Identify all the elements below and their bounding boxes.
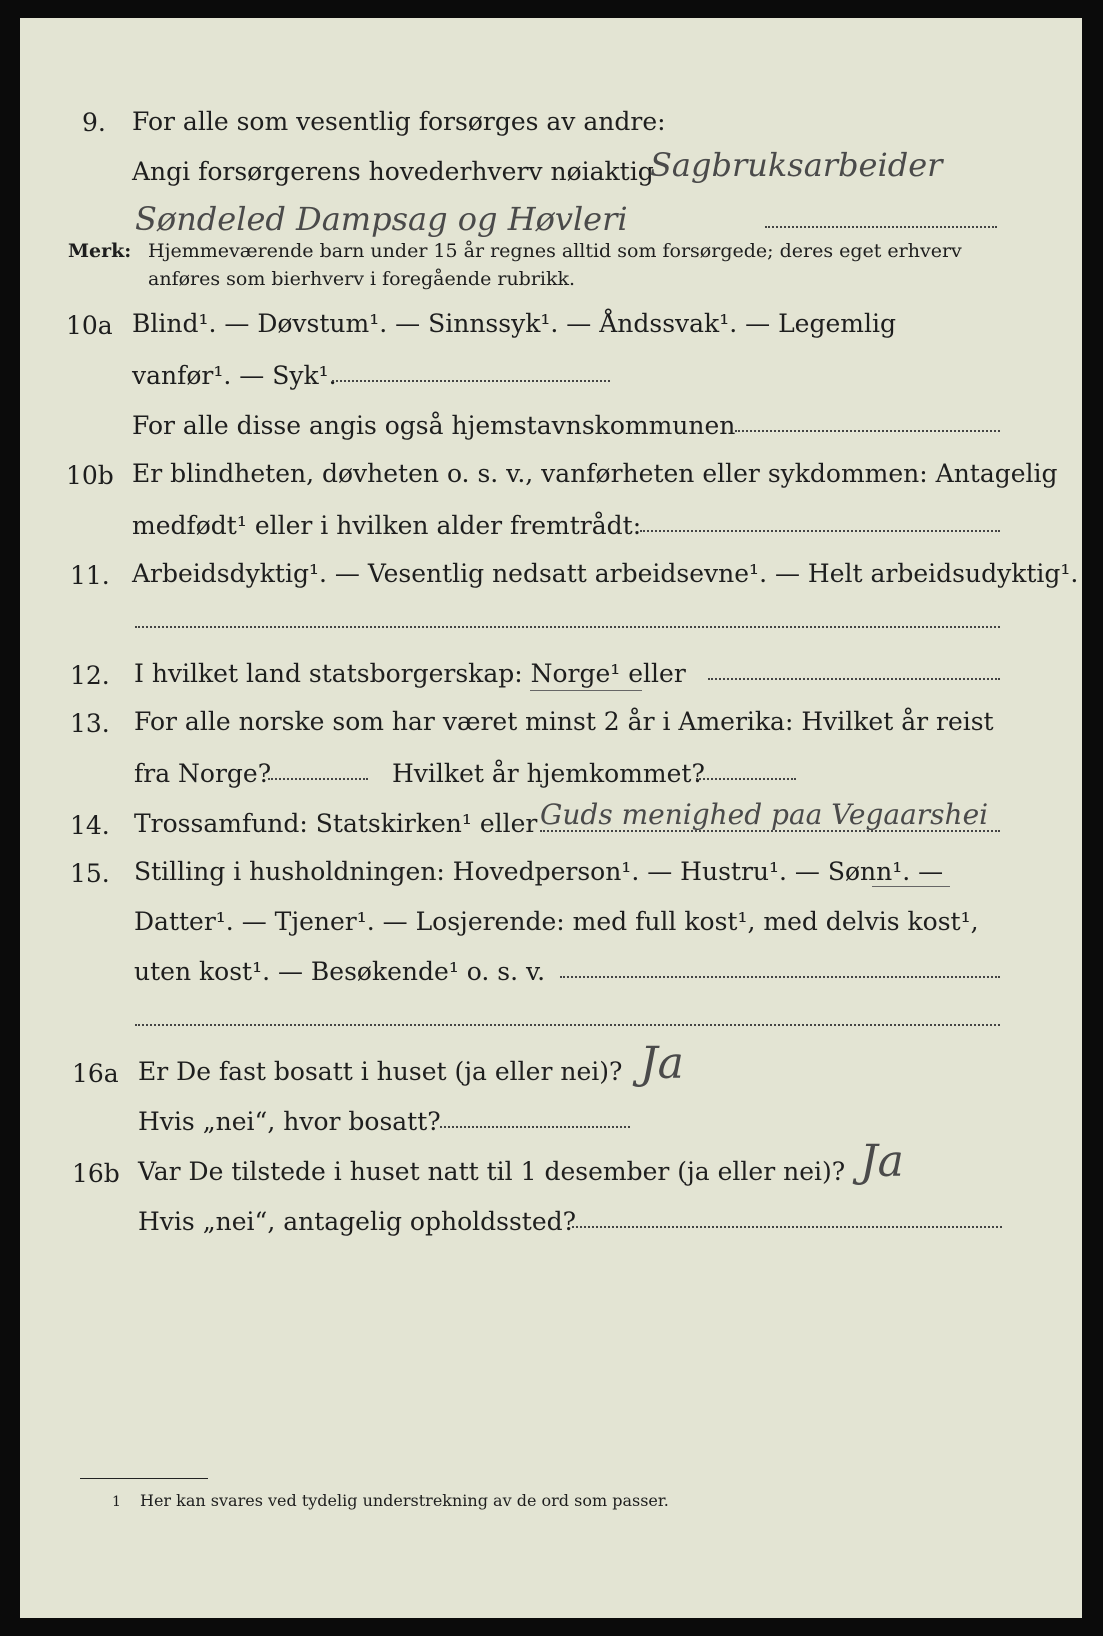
q14-answer-line [540,830,1000,832]
q13-line2a: fra Norge? [134,759,272,788]
q12-answer-line [708,678,1000,680]
q10a-kommune-line [735,430,1000,432]
q12-norge-underline [530,690,642,691]
q16a-line2: Hvis „nei“, hvor bosatt? [138,1107,441,1136]
merk-label: Merk: [68,240,132,262]
q16b-handwritten-answer: Ja [860,1136,904,1187]
q13-line2b: Hvilket år hjemkommet? [392,759,705,788]
q16a-handwritten-answer: Ja [640,1038,684,1089]
q15-sonn-underline [872,886,950,887]
merk-line2: anføres som bierhverv i foregående rubrikk. [148,268,576,290]
q10b-number: 10b [66,461,114,490]
q16b-line2: Hvis „nei“, antagelig opholdssted? [138,1207,577,1236]
q10a-syk-line [332,380,610,382]
q15-line1: Stilling i husholdningen: Hovedperson¹. — Hustru¹. — Sønn¹. — [134,857,944,886]
footnote-text: Her kan svares ved tydelig understrekning av de ord som passer. [140,1491,669,1510]
q16b-opholdssted-line [572,1226,1002,1228]
q11-answer-line [135,626,1000,628]
q16a-line1: Er De fast bosatt i huset (ja eller nei)? [138,1057,623,1086]
q16a-number: 16a [72,1059,119,1088]
footnote-mark: 1 [112,1494,121,1510]
q15-besokende-line [560,976,1000,978]
q14-handwritten-congregation: Guds menighed paa Vegaarshei [540,798,989,831]
q13-reist-line [268,778,368,780]
q13-hjemkommet-line [696,778,796,780]
q11-line1: Arbeidsdyktig¹. — Vesentlig nedsatt arbeidsevne¹. — Helt arbeidsudyktig¹. [132,559,1079,588]
q15-line2: Datter¹. — Tjener¹. — Losjerende: med full kost¹, med delvis kost¹, [134,907,979,936]
q16b-number: 16b [72,1159,120,1188]
q9-number: 9. [82,108,106,137]
q9-line2: Angi forsørgerens hovederhverv nøiaktig [132,157,654,186]
q9-handwritten-occupation: Sagbruksarbeider [650,146,943,184]
q9-line1: For alle som vesentlig forsørges av andre: [132,107,666,136]
q14-number: 14. [70,811,110,840]
q10b-answer-line [640,530,1000,532]
q16b-line1: Var De tilstede i huset natt til 1 desember (ja eller nei)? [138,1157,846,1186]
q10a-line2: vanfør¹. — Syk¹. [132,361,337,390]
q10b-line1: Er blindheten, døvheten o. s. v., vanførheten eller sykdommen: Antagelig [132,459,1058,488]
q15-line3: uten kost¹. — Besøkende¹ o. s. v. [134,957,546,986]
q13-number: 13. [70,709,110,738]
q9-handwritten-employer: Søndeled Dampsag og Høvleri [135,200,628,238]
census-form-page [20,18,1082,1618]
q12-line1: I hvilket land statsborgerskap: Norge¹ eller [134,659,686,688]
q10a-number: 10a [66,311,113,340]
q15-answer-line [135,1024,1000,1026]
q15-number: 15. [70,859,110,888]
q11-number: 11. [70,561,110,590]
q10a-line3: For alle disse angis også hjemstavnskommunen [132,411,736,440]
q13-line1: For alle norske som har været minst 2 år i Amerika: Hvilket år reist [134,707,994,736]
q12-number: 12. [70,661,110,690]
q16a-bosatt-line [440,1126,630,1128]
q10b-line2: medfødt¹ eller i hvilken alder fremtrådt: [132,511,642,540]
footnote-rule [80,1478,208,1479]
q14-line1: Trossamfund: Statskirken¹ eller [134,809,538,838]
merk-line1: Hjemmeværende barn under 15 år regnes alltid som forsørgede; deres eget erhverv [148,240,962,262]
q10a-line1: Blind¹. — Døvstum¹. — Sinnssyk¹. — Åndssvak¹. — Legemlig [132,309,896,338]
q9-answer-line [765,226,997,228]
